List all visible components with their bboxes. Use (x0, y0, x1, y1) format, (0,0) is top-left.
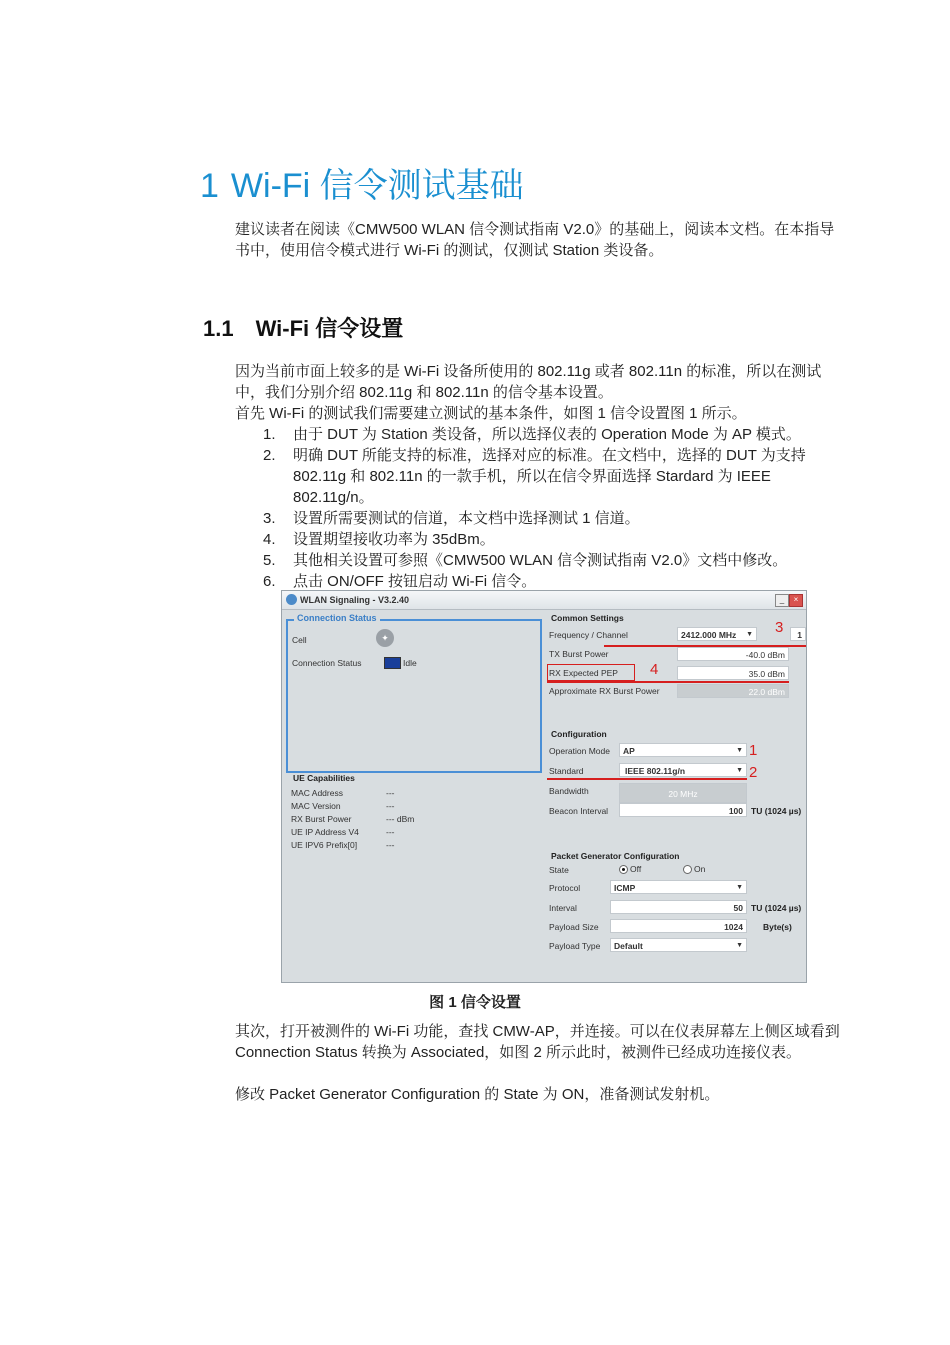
operation-mode-label: Operation Mode (549, 746, 610, 756)
window-title: WLAN Signaling - V3.2.40 (300, 595, 410, 605)
chevron-down-icon: ▼ (736, 884, 743, 891)
list-item: 2. 明确 DUT 所能支持的标准，选择对应的标准。在文档中，选择的 DUT 为支持 802.11g 和 802.11n 的一款手机，所以在信令界面选择 Stardard 为 IEEE 802.11g/n。 (263, 447, 806, 506)
operation-mode-select[interactable]: AP ▼ (619, 743, 747, 757)
chapter-number: 1 (200, 167, 219, 205)
cell-label: Cell (292, 635, 307, 645)
connection-status-value: Idle (403, 658, 417, 668)
ue-rx-burst-power-value: --- dBm (386, 814, 415, 824)
marker-4: 4 (650, 661, 659, 678)
annotation-underline-rx (547, 681, 789, 683)
wlan-signaling-window (281, 590, 807, 983)
chapter-title: Wi-Fi 信令测试基础 (230, 167, 524, 205)
marker-3: 3 (775, 619, 784, 636)
payload-size-label: Payload Size (549, 922, 599, 932)
laptop-icon (384, 657, 401, 669)
list-item: 5. 其他相关设置可参照《CMW500 WLAN 信令测试指南 V2.0》文档中修改。 (263, 552, 788, 569)
chapter-heading (200, 158, 524, 207)
marker-2: 2 (749, 764, 758, 781)
figure-caption: 图 1 信令设置 (429, 994, 521, 1011)
tx-burst-power-label: TX Burst Power (549, 649, 609, 659)
ue-capabilities-title: UE Capabilities (293, 773, 355, 783)
annotation-underline-standard (547, 778, 747, 780)
standard-label: Standard (549, 766, 584, 776)
payload-type-select[interactable]: Default ▼ (610, 938, 747, 952)
beacon-interval-field[interactable]: 100 (619, 803, 747, 817)
marker-1: 1 (749, 742, 758, 759)
chevron-down-icon: ▼ (736, 767, 743, 774)
paragraph-connect: 其次，打开被测件的 Wi-Fi 功能，查找 CMW-AP，并连接。可以在仪表屏幕左上侧区域看到 Connection Status 转换为 Associated，如图 2 所示此时，被测件已经成功连接仪表。 (235, 1023, 840, 1061)
frequency-label: Frequency / Channel (549, 630, 628, 640)
standard-select[interactable]: IEEE 802.11g/n ▼ (619, 763, 747, 777)
channel-field[interactable]: 1 (790, 627, 806, 641)
list-item: 3. 设置所需要测试的信道，本文档中选择测试 1 信道。 (263, 510, 640, 527)
list-item: 1. 由于 DUT 为 Station 类设备，所以选择仪表的 Operation Mode 为 AP 模式。 (263, 426, 801, 443)
ue-mac-address-value: --- (386, 788, 395, 798)
state-label: State (549, 865, 569, 875)
close-icon[interactable]: × (789, 594, 803, 607)
frequency-field[interactable]: 2412.000 MHz ▼ (677, 627, 757, 641)
chevron-down-icon: ▼ (746, 631, 753, 638)
chevron-down-icon: ▼ (736, 747, 743, 754)
annotation-box-rx-label (547, 664, 635, 681)
state-on-radio[interactable]: On (683, 864, 705, 874)
bandwidth-label: Bandwidth (549, 786, 589, 796)
paragraph-setup: 首先 Wi-Fi 的测试我们需要建立测试的基本条件，如图 1 信令设置图 1 所示。 (235, 405, 747, 422)
section-number: 1.1 (203, 316, 234, 341)
connection-status-panel (286, 613, 542, 773)
ue-ipv6-prefix-value: --- (386, 840, 395, 850)
paragraph-packet-generator: 修改 Packet Generator Configuration 的 State 为 ON，准备测试发射机。 (235, 1086, 720, 1103)
ue-mac-version-value: --- (386, 801, 395, 811)
packet-generator-title: Packet Generator Configuration (551, 851, 680, 861)
paragraph-standards: 因为当前市面上较多的是 Wi-Fi 设备所使用的 802.11g 或者 802.11n 的标准，所以在测试中，我们分别介绍 802.11g 和 802.11n 的信令基本设置。 (235, 363, 822, 401)
ue-ipv6-prefix-label: UE IPV6 Prefix[0] (291, 840, 358, 850)
beacon-interval-unit: TU (1024 µs) (751, 806, 802, 816)
minimize-icon[interactable]: _ (775, 594, 789, 607)
connection-status-label: Connection Status (292, 658, 362, 668)
chevron-down-icon: ▼ (736, 942, 743, 949)
interval-unit: TU (1024 µs) (751, 903, 802, 913)
connection-status-legend: Connection Status (294, 613, 380, 623)
bandwidth-field: 20 MHz (619, 783, 747, 803)
ue-ip-v4-label: UE IP Address V4 (291, 827, 359, 837)
ue-mac-address-label: MAC Address (291, 788, 343, 798)
approx-rx-burst-power-label: Approximate RX Burst Power (549, 686, 660, 696)
section-title: Wi-Fi 信令设置 (255, 316, 404, 341)
protocol-label: Protocol (549, 883, 581, 893)
radio-icon (683, 865, 692, 874)
configuration-title: Configuration (551, 729, 607, 739)
cell-tower-icon: ✦ (376, 629, 394, 647)
rx-expected-pep-field[interactable]: 35.0 dBm (677, 666, 789, 680)
payload-size-unit: Byte(s) (763, 922, 792, 932)
list-item: 6. 点击 ON/OFF 按钮启动 Wi-Fi 信令。 (263, 573, 537, 590)
steps-list (263, 424, 843, 592)
app-logo-icon (286, 594, 297, 605)
rx-expected-pep-label: RX Expected PEP (549, 668, 618, 678)
ue-mac-version-label: MAC Version (291, 801, 341, 811)
common-settings-title: Common Settings (551, 613, 624, 623)
section-heading (203, 312, 403, 343)
interval-label: Interval (549, 903, 577, 913)
payload-type-label: Payload Type (549, 941, 601, 951)
protocol-select[interactable]: ICMP ▼ (610, 880, 747, 894)
ue-rx-burst-power-label: RX Burst Power (291, 814, 352, 824)
tx-burst-power-field[interactable]: -40.0 dBm (677, 647, 789, 661)
radio-selected-icon (619, 865, 628, 874)
window-titlebar (282, 591, 806, 610)
list-item: 4. 设置期望接收功率为 35dBm。 (263, 531, 495, 548)
ue-ip-v4-value: --- (386, 827, 395, 837)
approx-rx-burst-power-field: 22.0 dBm (677, 684, 789, 698)
intro-paragraph: 建议读者在阅读《CMW500 WLAN 信令测试指南 V2.0》的基础上，阅读本文档。在本指导书中，使用信令模式进行 Wi-Fi 的测试，仅测试 Station 类设备。 (235, 221, 835, 259)
interval-field[interactable]: 50 (610, 900, 747, 914)
state-off-radio[interactable]: Off (619, 864, 641, 874)
beacon-interval-label: Beacon Interval (549, 806, 609, 816)
payload-size-field[interactable]: 1024 (610, 919, 747, 933)
